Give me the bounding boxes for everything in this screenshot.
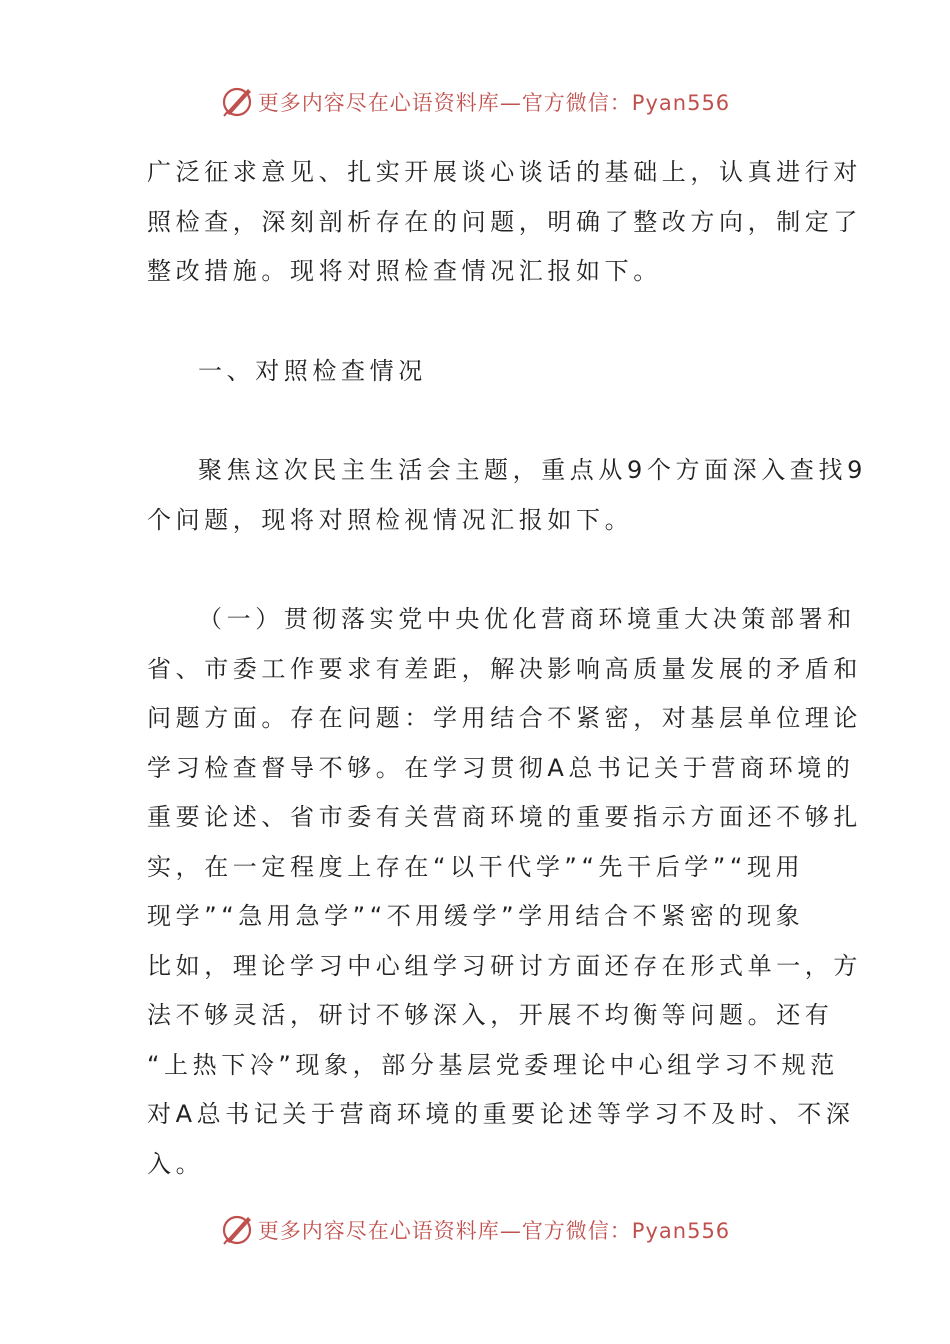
text-line: 重要论述、省市委有关营商环境的重要指示方面还不够扎 [147, 803, 862, 831]
text-line: 现学”“急用急学”“不用缓学”学用结合不紧密的现象 [147, 902, 805, 930]
text-line: 聚焦这次民主生活会主题，重点从9个方面深入查找9 [198, 456, 867, 484]
text-line: “上热下冷”现象，部分基层党委理论中心组学习不规范 [147, 1050, 839, 1079]
pen-logo-icon [220, 85, 254, 119]
watermark-separator: — [499, 91, 522, 115]
text-line: 入。 [147, 1149, 205, 1178]
watermark-main-text: 更多内容尽在心语资料库 [257, 1219, 500, 1243]
footer-watermark [0, 1210, 950, 1250]
text-line: 照检查，深刻剖析存在的问题，明确了整改方向，制定了 [147, 207, 862, 236]
header-watermark [0, 82, 950, 122]
watermark-text [258, 87, 730, 117]
text-line: 问题方面。存在问题：学用结合不紧密，对基层单位理论 [147, 704, 862, 732]
watermark-wechat-text: 官方微信：Pyan556 [521, 1219, 731, 1243]
spacer [147, 297, 812, 347]
text-line: 整改措施。现将对照检查情况汇报如下。 [147, 257, 662, 285]
document-body [147, 148, 867, 1189]
watermark-separator: — [499, 1219, 522, 1243]
text-line: 学习检查督导不够。在学习贯彻A总书记关于营商环境的 [147, 753, 855, 782]
text-line: （一）贯彻落实党中央优化营商环境重大决策部署和 [198, 605, 856, 633]
paragraph-focus [147, 446, 867, 545]
paragraph-intro [147, 148, 862, 297]
text-line: 法不够灵活，研讨不够深入，开展不均衡等问题。还有 [147, 1001, 834, 1029]
section-heading [147, 347, 812, 397]
spacer [147, 545, 812, 595]
watermark-text [258, 1215, 730, 1245]
text-line: 实，在一定程度上存在“以干代学”“先干后学”“现用 [147, 852, 805, 881]
spacer [147, 396, 812, 446]
text-line: 广泛征求意见、扎实开展谈心谈话的基础上，认真进行对 [147, 158, 862, 186]
text-line: 对A总书记关于营商环境的重要论述等学习不及时、不深 [147, 1100, 855, 1128]
paragraph-issue-1 [147, 595, 862, 1189]
pen-logo-icon [220, 1213, 254, 1247]
text-line: 省、市委工作要求有差距，解决影响高质量发展的矛盾和 [147, 654, 862, 683]
heading-text: 一、对照检查情况 [198, 356, 427, 385]
watermark-main-text: 更多内容尽在心语资料库 [257, 91, 500, 115]
watermark-wechat-text: 官方微信：Pyan556 [521, 91, 731, 115]
text-line: 比如，理论学习中心组学习研讨方面还存在形式单一，方 [147, 951, 862, 980]
text-line: 个问题，现将对照检视情况汇报如下。 [147, 505, 634, 534]
